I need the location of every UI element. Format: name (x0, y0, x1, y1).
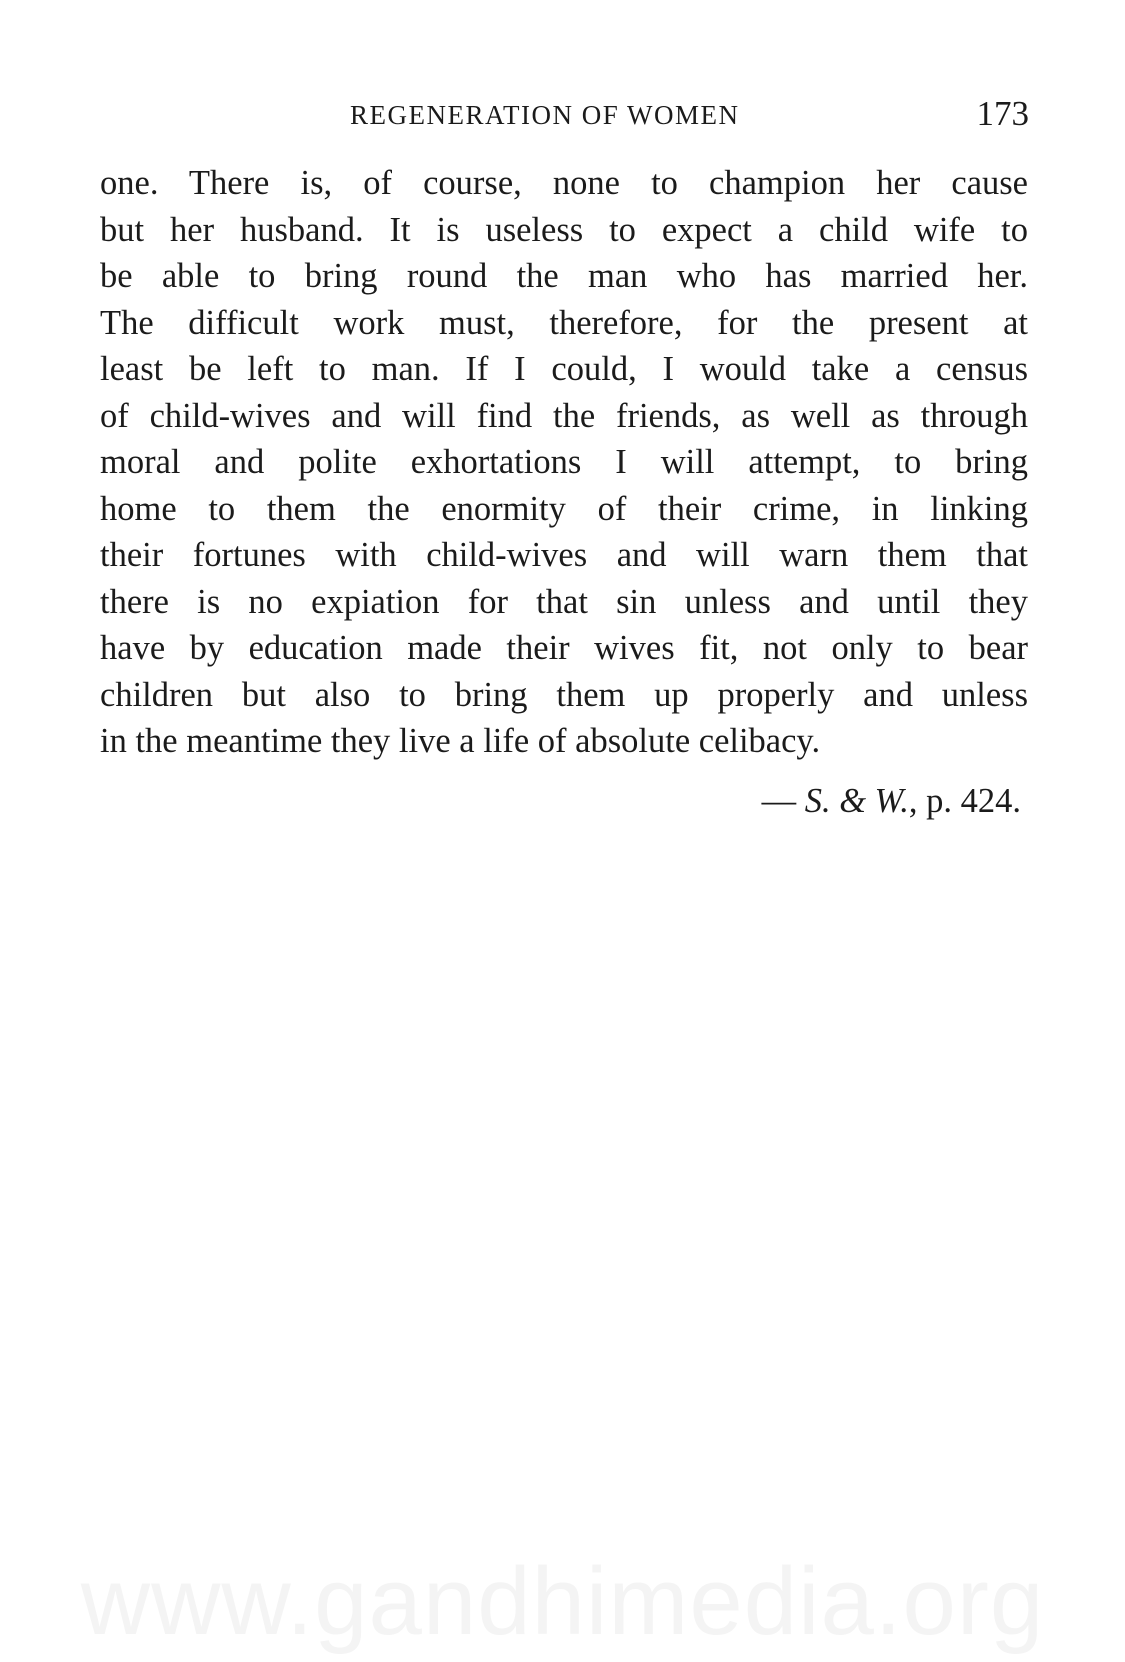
citation-dash: — (761, 782, 805, 820)
citation (762, 782, 1021, 821)
text-line: The difficult work must, therefore, for the present at (100, 303, 1028, 342)
body-paragraph (100, 160, 1028, 765)
text-line: home to them the enormity of their crime, in linking (100, 489, 1028, 528)
page-number: 173 (976, 94, 1029, 133)
text-line: their fortunes with child-wives and will warn them that (100, 536, 1028, 574)
text-line: one. There is, of course, none to champion her cause (100, 164, 1028, 202)
text-line: least be left to man. If I could, I would take a census (100, 350, 1028, 388)
text-line: be able to bring round the man who has married her. (100, 257, 1028, 295)
text-line: there is no expiation for that sin unless and until they (100, 582, 1028, 621)
text-line: of child-wives and will find the friends, as well as through (100, 396, 1028, 435)
running-head (0, 96, 1125, 140)
citation-page: , p. 424. (908, 782, 1021, 820)
text-line: but her husband. It is useless to expect a child wife to (100, 210, 1028, 249)
text-line: in the meantime they live a life of absolute celibacy. (100, 722, 821, 760)
text-line: children but also to bring them up properly and unless (100, 675, 1028, 714)
text-line: have by education made their wives fit, not only to bear (100, 629, 1028, 667)
citation-source: S. & W. (804, 782, 909, 820)
text-line: moral and polite exhortations I will attempt, to bring (100, 443, 1028, 481)
running-title: REGENERATION OF WOMEN (350, 100, 740, 130)
watermark: www.gandhimedia.org (80, 1548, 1045, 1655)
